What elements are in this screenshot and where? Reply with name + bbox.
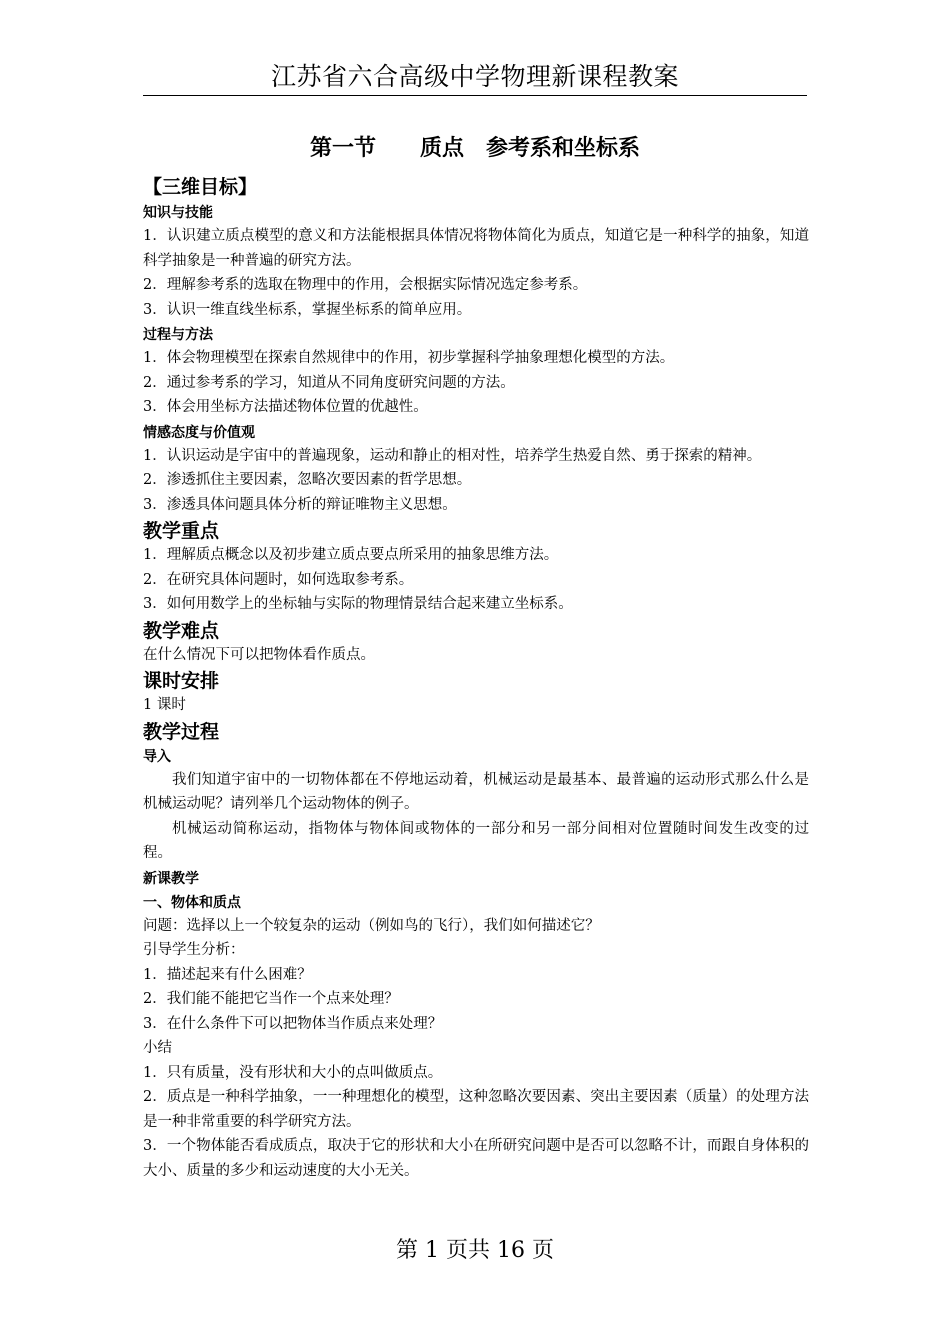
attitude-item-1: 1．认识运动是宇宙中的普遍现象，运动和静止的相对性，培养学生热爱自然、勇于探索的精神。 xyxy=(143,447,762,464)
intro-heading: 导入 xyxy=(143,748,171,765)
summary-item-3: 3．一个物体能否看成质点，取决于它的形状和大小在所研究问题中是否可以忽略不计，而跟自身体积的大小、质量的多少和运动速度的大小无关。 xyxy=(143,1138,809,1179)
new-lesson-heading: 新课教学 xyxy=(143,870,199,887)
schedule-text: 1 课时 xyxy=(143,697,186,713)
objectives-heading: 【三维目标】 xyxy=(143,176,258,198)
lesson-title: 第一节 质点 参考系和坐标系 xyxy=(309,136,640,161)
schedule-heading: 课时安排 xyxy=(143,670,220,692)
attitude-item-3: 3．渗透具体问题具体分析的辩证唯物主义思想。 xyxy=(143,496,457,513)
process-item-3: 3．体会用坐标方法描述物体位置的优越性。 xyxy=(143,399,428,415)
lesson-content xyxy=(143,174,809,1183)
summary-item-1: 1．只有质量，没有形状和大小的点叫做质点。 xyxy=(143,1064,443,1081)
guide-item-1: 1．描述起来有什么困难？ xyxy=(143,966,312,983)
attitude-heading: 情感态度与价值观 xyxy=(143,424,255,441)
intro-paragraph-1: 我们知道宇宙中的一切物体都在不停地运动着，机械运动是最基本、最普遍的运动形式那么什么是机械运动呢？请列举几个运动物体的例子。 xyxy=(143,771,809,812)
part1-heading: 一、物体和质点 xyxy=(143,894,241,911)
intro-paragraph-2: 机械运动简称运动，指物体与物体间或物体的一部分和另一部分间相对位置随时间发生改变的过程。 xyxy=(143,820,809,861)
knowledge-item-2: 2．理解参考系的选取在物理中的作用，会根据实际情况选定参考系。 xyxy=(143,277,588,293)
teaching-process-heading: 教学过程 xyxy=(143,720,220,743)
key-point-1: 1．理解质点概念以及初步建立质点要点所采用的抽象思维方法。 xyxy=(143,547,559,563)
difficulties-text: 在什么情况下可以把物体看作质点。 xyxy=(143,646,375,663)
key-points-heading: 教学重点 xyxy=(143,520,220,542)
key-point-2: 2．在研究具体问题时，如何选取参考系。 xyxy=(143,571,414,588)
difficulties-heading: 教学难点 xyxy=(143,619,220,642)
page-number: 第 1 页共 16 页 xyxy=(396,1238,554,1263)
knowledge-heading: 知识与技能 xyxy=(143,205,213,221)
knowledge-item-1: 1．认识建立质点模型的意义和方法能根据具体情况将物体简化为质点，知道它是一种科学的抽象，知道科学抽象是一种普遍的研究方法。 xyxy=(143,228,809,269)
part1-guide: 引导学生分析： xyxy=(143,942,245,958)
process-item-1: 1．体会物理模型在探索自然规律中的作用，初步掌握科学抽象理想化模型的方法。 xyxy=(143,350,675,366)
key-point-3: 3．如何用数学上的坐标轴与实际的物理情景结合起来建立坐标系。 xyxy=(143,596,573,612)
guide-item-3: 3．在什么条件下可以把物体当作质点来处理？ xyxy=(143,1015,443,1032)
summary-item-2: 2．质点是一种科学抽象，一一种理想化的模型，这种忽略次要因素、突出主要因素（质量）的处理方法是一种非常重要的科学研究方法。 xyxy=(143,1089,809,1130)
header-divider xyxy=(143,95,807,96)
summary-label: 小结 xyxy=(143,1040,172,1056)
guide-item-2: 2．我们能不能把它当作一个点来处理？ xyxy=(143,991,399,1007)
process-method-heading: 过程与方法 xyxy=(143,327,213,343)
process-item-2: 2．通过参考系的学习，知道从不同角度研究问题的方法。 xyxy=(143,374,515,391)
part1-question: 问题：选择以上一个较复杂的运动（例如鸟的飞行），我们如何描述它？ xyxy=(143,917,600,934)
knowledge-item-3: 3．认识一维直线坐标系，掌握坐标系的简单应用。 xyxy=(143,301,472,318)
header-school-title: 江苏省六合高级中学物理新课程教案 xyxy=(270,62,679,91)
attitude-item-2: 2．渗透抓住主要因素，忽略次要因素的哲学思想。 xyxy=(143,472,472,488)
